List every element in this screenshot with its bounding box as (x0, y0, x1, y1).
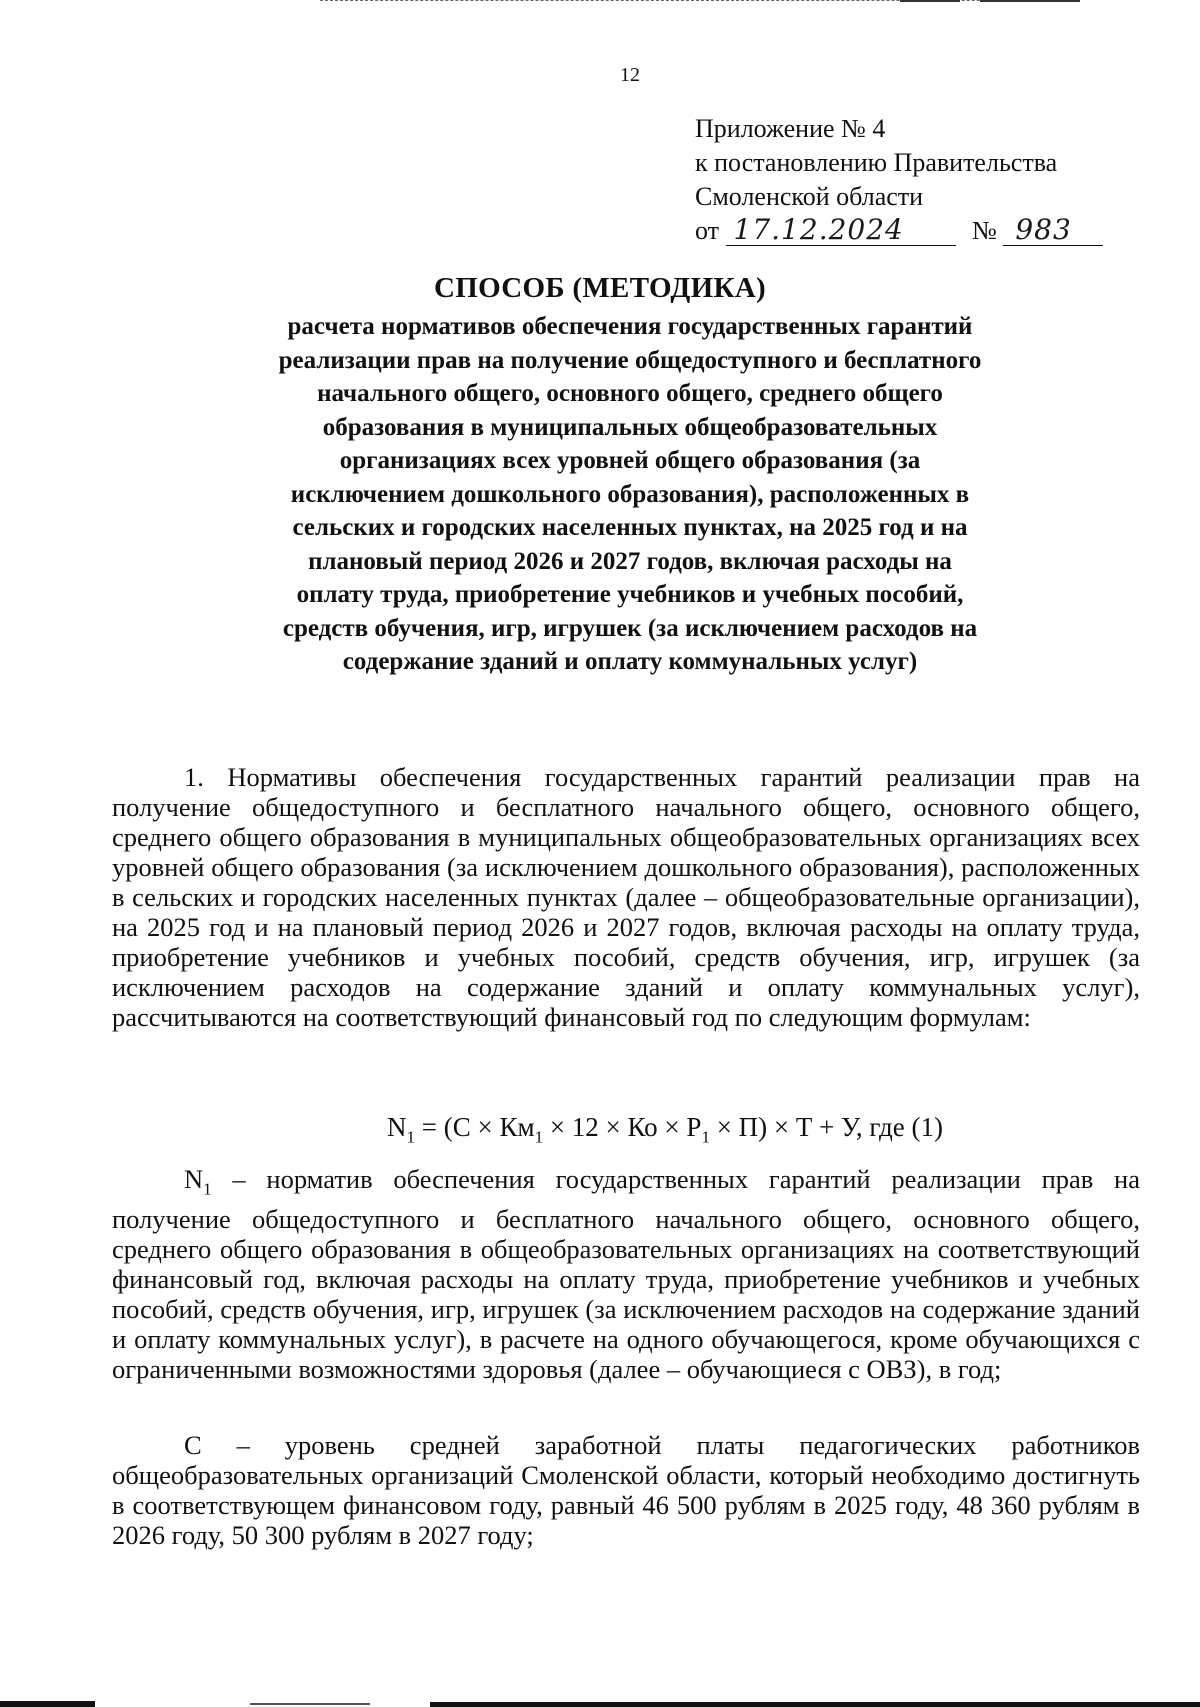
paragraph-1: 1. Нормативы обеспечения государственных гарантий реализации прав на получение общедоступного и бесплатного начального общего, основного общего, среднего общего образования в муниципальных общеобразовательных организациях всех уровней общего образования (за исключением дошкольного образования), расположенных в сельских и городских населенных пунктах (далее – общеобразовательные организации), на 2025 год и на плановый период 2026 и 2027 годов, включая расходы на оплату труда, приобретение учебников и учебных пособий, средств обучения, игр, игрушек (за исключением расходов на содержание зданий и оплату коммунальных услуг), рассчитываются на соответствующий финансовый год по следующим формулам: (112, 762, 1140, 1032)
scan-artifact-bottom (0, 1699, 1200, 1707)
formula-part2-sub: 1 (701, 1127, 710, 1147)
date-prefix: от (695, 216, 720, 245)
appendix-title: Приложение № 4 (695, 114, 886, 143)
formula-lhs-sub: 1 (406, 1127, 415, 1147)
definition-n1-text: – норматив обеспечения государственных гарантий реализации прав на получение общедоступного и бесплатного начального общего, основного общего, среднего общего образования в общеобразовательных организациях на соответствующий финансовый год, включая расходы на оплату труда, приобретение учебников и учебных пособий, средств обучения, игр, игрушек (за исключением расходов на содержание зданий и оплату коммунальных услуг), в расчете на одного обучающегося, кроме обучающихся с ограниченными возможностями здоровья (далее – обучающиеся с ОВЗ), в год; (112, 1164, 1140, 1385)
appendix-region: Смоленской области (695, 182, 924, 211)
appendix-block (695, 112, 1115, 248)
formula-part3: × П) × Т + У, где (1) (709, 1112, 943, 1142)
formula-part2: × 12 × Ко × Р (543, 1112, 702, 1142)
formula-lhs: N (387, 1112, 407, 1142)
document-title: СПОСОБ (МЕТОДИКА) (433, 272, 766, 304)
number-prefix: № (972, 216, 997, 245)
definition-n1-sub: 1 (203, 1179, 212, 1199)
scan-artifact-top (320, 0, 1080, 5)
definition-n1-letter: N (184, 1164, 204, 1194)
definition-n1-symbol (184, 1164, 212, 1199)
handwritten-date: 17.12.2024 (726, 215, 956, 246)
page-number: 12 (620, 64, 640, 86)
definition-c: С – уровень средней заработной платы педагогических работников общеобразовательных организаций Смоленской области, который необходимо достигнуть в соответствующем финансовом году, равный 46 500 рублям в 2025 году, 48 360 рублям в 2026 году, 50 300 рублям в 2027 году; (112, 1430, 1140, 1550)
definition-n1 (112, 1164, 1140, 1384)
formula-1 (0, 1112, 1200, 1147)
handwritten-number: 983 (1003, 215, 1103, 246)
document-subtitle: расчета нормативов обеспечения государственных гарантий реализации прав на получение общедоступного и бесплатного начального общего, основного общего, среднего общего образования в муниципальных общеобразовательных организациях всех уровней общего образования (за исключением дошкольного образования), расположенных в сельских и городских населенных пунктах, на 2025 год и на плановый период 2026 и 2027 годов, включая расходы на оплату труда, приобретение учебников и учебных пособий, средств обучения, игр, игрушек (за исключением расходов на содержание зданий и оплату коммунальных услуг) (278, 313, 982, 675)
formula-part1: = (С × Км (415, 1112, 535, 1142)
formula-part1-sub: 1 (534, 1127, 544, 1147)
appendix-resolution: к постановлению Правительства (695, 148, 1058, 177)
appendix-date-number-line (695, 214, 1115, 248)
